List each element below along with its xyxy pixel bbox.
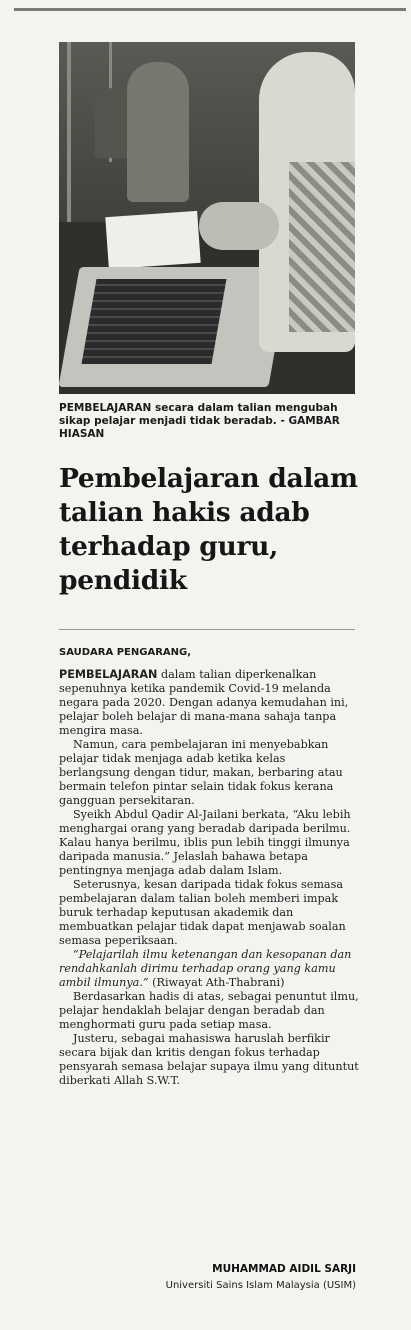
paragraph-1-text: dalam talian diperkenalkan sepenuhnya ketika pandemik Covid-19 melanda negara pada 2020. Dengan adanya kemudahan ini, pelajar boleh belajar di mana-mana sahaja tanpa mengira masa. — [59, 668, 349, 737]
paragraph-3: Syeikh Abdul Qadir Al-Jailani berkata, “Aku lebih menghargai orang yang beradab daripada berilmu. Kalau hanya berilmu, iblis pun lebih tinggi ilmunya daripada manusia.” Jelaslah bahawa betapa pentingnya menjaga adab dalam Islam. — [59, 808, 351, 877]
photo-caption: PEMBELAJARAN secara dalam talian mengubah sikap pelajar menjadi tidak beradab. - GAMBAR HIASAN — [59, 402, 340, 440]
salutation: SAUDARA PENGARANG, — [59, 647, 192, 658]
photo-scarf-pattern — [289, 162, 355, 332]
headline: Pembelajaran dalam talian hakis adab terhadap guru, pendidik — [59, 463, 358, 596]
paragraph-2: Namun, cara pembelajaran ini menyebabkan pelajar tidak menjaga adab ketika kelas berlangsung dengan tidur, makan, berbaring atau bermain telefon pintar selain tidak fokus kerana gangguan persekitaran. — [59, 738, 343, 807]
lead-word: PEMBELAJARAN — [59, 668, 158, 681]
photo-hand — [199, 202, 279, 250]
hadith-source: (Riwayat Ath-Thabrani) — [148, 976, 285, 989]
photo-paper — [105, 211, 200, 269]
article-photo — [59, 42, 355, 394]
hadith-quote: “Pelajarilah ilmu ketenangan dan kesopanan dan rendahkanlah dirimu terhadap orang yang kamu ambil ilmunya.” — [59, 948, 352, 989]
divider — [59, 629, 355, 630]
photo-keyboard — [82, 279, 227, 364]
paragraph-1 — [59, 668, 359, 738]
paragraph-4: Seterusnya, kesan daripada tidak fokus semasa pembelajaran dalam talian boleh memberi impak buruk terhadap keputusan akademik dan membuatkan pelajar tidak dapat menjawab soalan semasa peperiksaan. — [59, 878, 346, 947]
author-affiliation: Universiti Sains Islam Malaysia (USIM) — [165, 1280, 356, 1291]
photo-pole — [67, 42, 71, 222]
paragraph-5 — [59, 948, 359, 990]
article-body — [59, 668, 359, 1088]
paragraph-6: Berdasarkan hadis di atas, sebagai penuntut ilmu, pelajar hendaklah belajar dengan beradab dan menghormati guru pada setiap masa. — [59, 990, 359, 1031]
top-rule — [14, 8, 406, 11]
author-name: MUHAMMAD AIDIL SARJI — [212, 1263, 356, 1275]
photo-person-man — [127, 62, 189, 202]
paragraph-7: Justeru, sebagai mahasiswa haruslah berfikir secara bijak dan kritis dengan fokus terhadap pensyarah semasa belajar supaya ilmu yang dituntut diberkati Allah S.W.T. — [59, 1032, 359, 1087]
